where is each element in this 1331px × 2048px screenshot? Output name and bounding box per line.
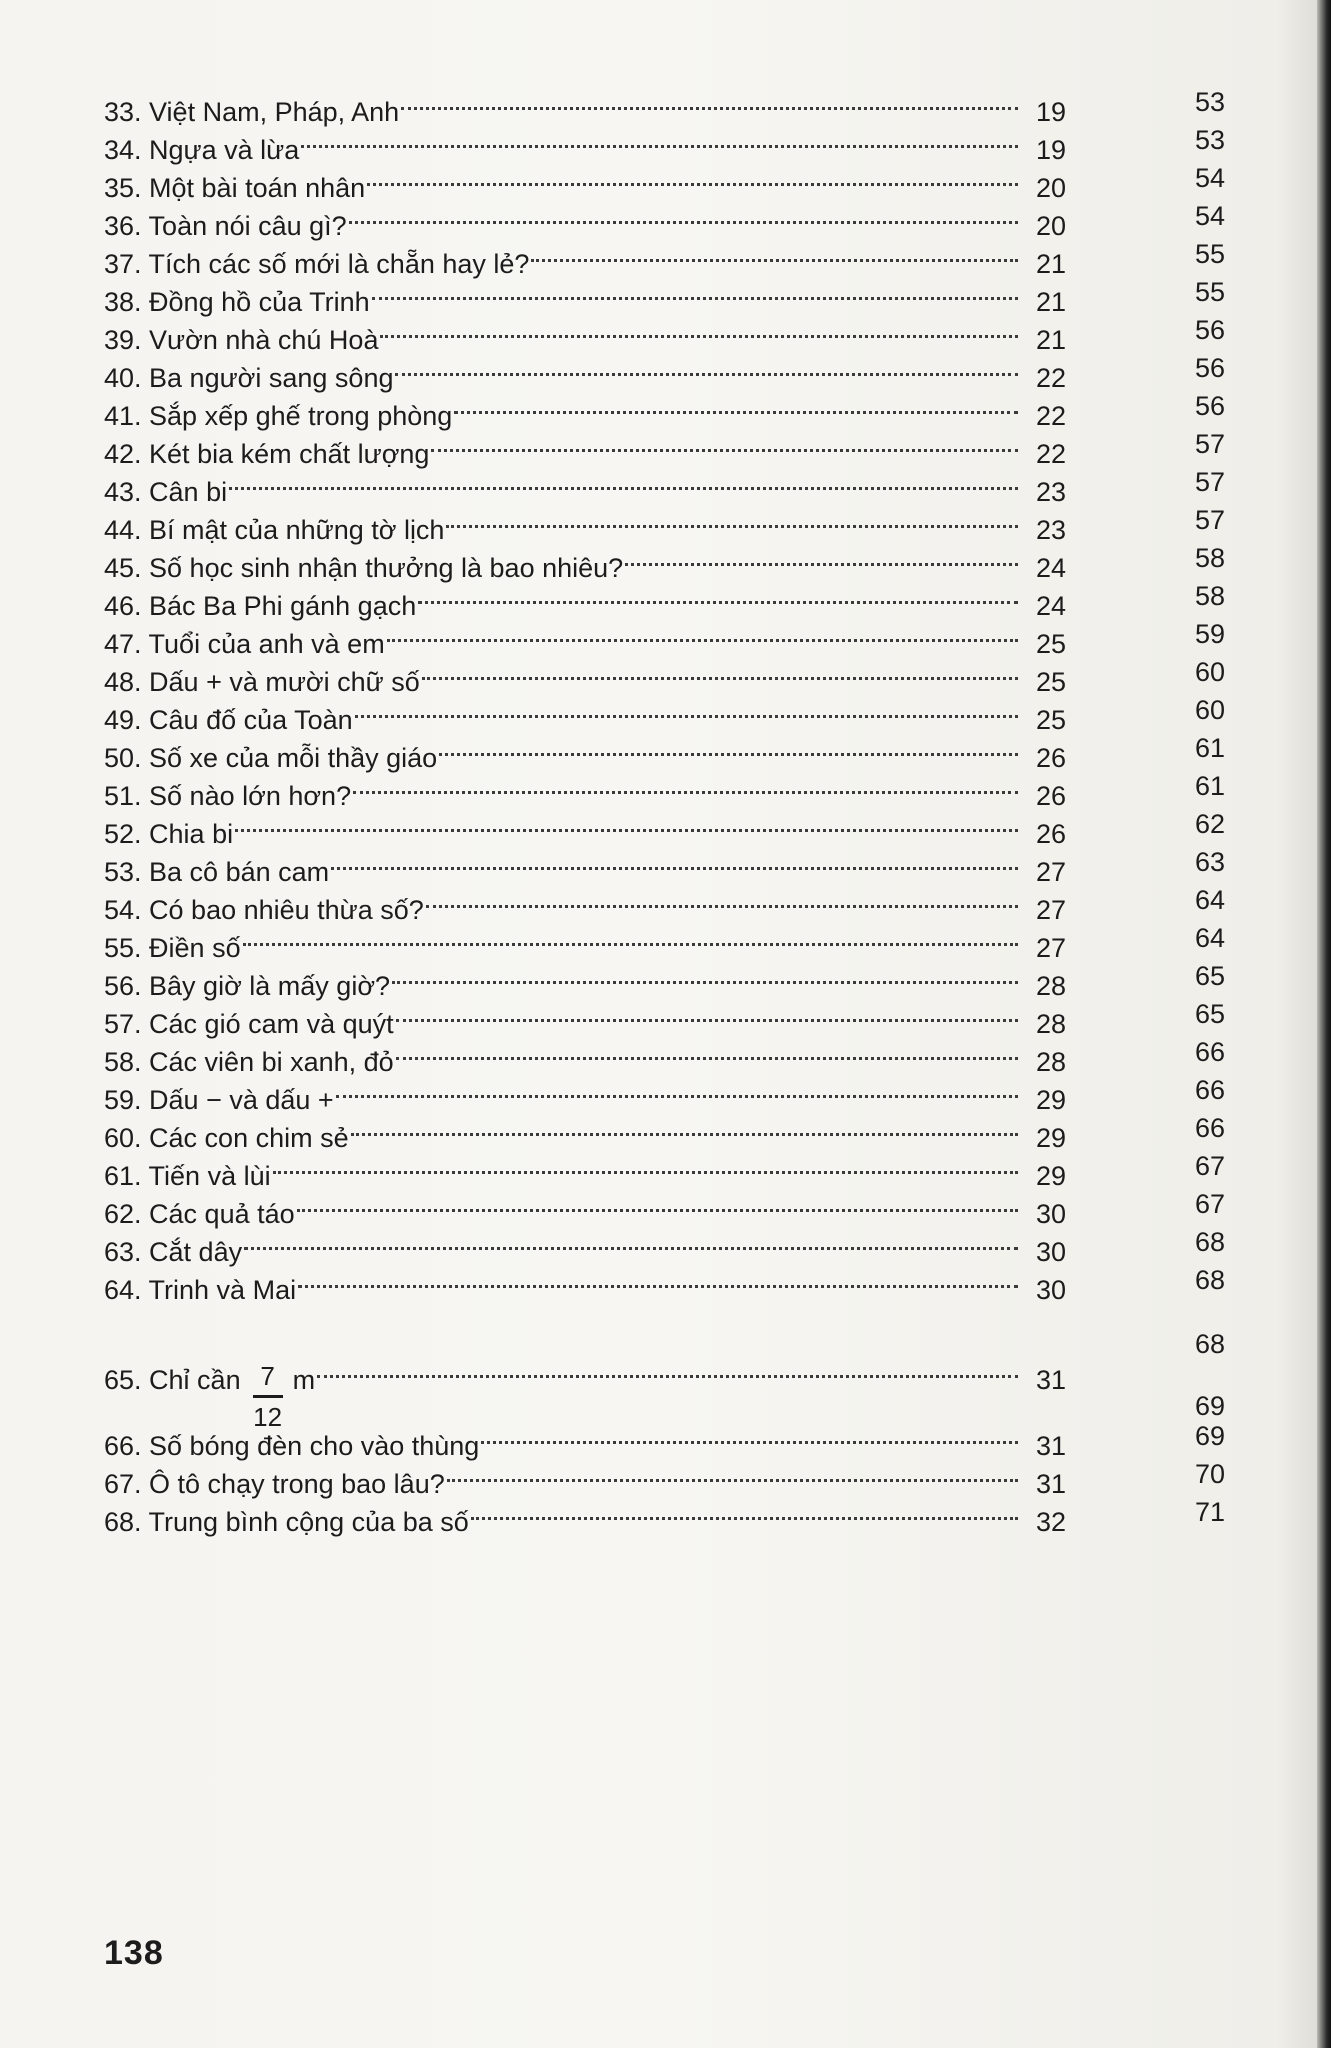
toc-solution-page: 68: [1194, 1329, 1226, 1359]
toc-entry-title: 41. Sắp xếp ghế trong phòng: [104, 401, 453, 431]
toc-entry-page: 28: [1035, 971, 1066, 1001]
toc-entry-title: 59. Dấu − và dấu +: [104, 1085, 334, 1115]
page-number: 138: [104, 1934, 164, 1972]
toc-entry-page: 30: [1035, 1199, 1066, 1229]
toc-entry-title: 56. Bây giờ là mấy giờ?: [104, 971, 391, 1001]
dot-leader: [243, 903, 1018, 946]
toc-entry-title: 40. Ba người sang sông: [104, 363, 394, 393]
dot-leader: [418, 561, 1018, 604]
dot-leader: [244, 1207, 1018, 1250]
toc-entry-page: 26: [1035, 743, 1066, 773]
toc-entry-page: 25: [1035, 629, 1066, 659]
toc-entry-page: 31: [1035, 1365, 1066, 1395]
toc-solution-page: 65: [1194, 999, 1226, 1029]
toc-entry-title: 42. Két bia kém chất lượng: [104, 439, 430, 469]
toc-solution-page: 54: [1194, 163, 1226, 193]
toc-entry-title: 46. Bác Ba Phi gánh gạch: [104, 591, 417, 621]
dot-leader: [392, 941, 1018, 984]
dot-leader: [426, 865, 1018, 908]
toc-entry-page: 21: [1035, 325, 1066, 355]
toc-entry: [104, 1488, 1066, 1542]
toc-solution-page: 61: [1194, 771, 1226, 801]
toc-entry-page: 32: [1035, 1507, 1066, 1537]
dot-leader: [273, 1131, 1018, 1174]
dot-leader: [401, 67, 1018, 110]
toc-solution-page: 60: [1194, 657, 1226, 687]
toc-entry-title: 67. Ô tô chạy trong bao lâu?: [104, 1469, 445, 1499]
toc-entry-title: 68. Trung bình cộng của ba số: [104, 1507, 469, 1537]
toc-solution-page: 56: [1194, 353, 1226, 383]
toc-entry-page: 22: [1035, 439, 1066, 469]
toc-solution-page: 53: [1194, 125, 1226, 155]
toc-entry: [104, 1256, 1066, 1310]
toc-entry-page: 20: [1035, 173, 1066, 203]
toc-solution-page: 54: [1194, 201, 1226, 231]
toc-entry-page: 26: [1035, 819, 1066, 849]
toc-solution-page: 69: [1194, 1391, 1226, 1421]
toc-entry-page: 22: [1035, 401, 1066, 431]
toc-entry-title: 61. Tiến và lùi: [104, 1161, 271, 1191]
toc-entry-title: 55. Điền số: [104, 933, 241, 963]
toc-solution-page: 66: [1194, 1037, 1226, 1067]
fraction-numerator: 7: [260, 1361, 275, 1391]
toc-entry-page: 24: [1035, 591, 1066, 621]
toc-solution-page: 60: [1194, 695, 1226, 725]
toc-entry-page: 28: [1035, 1047, 1066, 1077]
toc-solution-page: 55: [1194, 239, 1226, 269]
dot-leader: [372, 257, 1018, 300]
dot-leader: [336, 1055, 1018, 1098]
toc-solution-page: 59: [1194, 619, 1226, 649]
dot-leader: [229, 447, 1018, 490]
toc-entry-page: 27: [1035, 933, 1066, 963]
toc-solution-page: 53: [1194, 87, 1226, 117]
toc-entry-page: 27: [1035, 895, 1066, 925]
toc-entry-page: 23: [1035, 515, 1066, 545]
toc-solution-page: 57: [1194, 429, 1226, 459]
toc-solution-page: 61: [1194, 733, 1226, 763]
toc-entry-title: 60. Các con chim sẻ: [104, 1123, 349, 1153]
book-spine-shadow: [1317, 0, 1331, 2048]
toc-entry-title: 53. Ba cô bán cam: [104, 857, 330, 887]
toc-entry-title: 50. Số xe của mỗi thầy giáo: [104, 743, 438, 773]
toc-solution-page: 65: [1194, 961, 1226, 991]
dot-leader: [301, 105, 1018, 148]
toc-entry-title: 63. Cắt dây: [104, 1237, 243, 1267]
toc-solution-page: 67: [1194, 1151, 1226, 1181]
dot-leader: [454, 371, 1018, 414]
toc-solution-page: 68: [1194, 1227, 1226, 1257]
toc-entry-title: 52. Chia bi: [104, 819, 234, 849]
dot-leader: [625, 523, 1018, 566]
dot-leader: [351, 1093, 1018, 1136]
dot-leader: [367, 143, 1018, 186]
toc-solution-page: 62: [1194, 809, 1226, 839]
toc-entry-title: 43. Cân bi: [104, 477, 228, 507]
toc-solution-page: 64: [1194, 923, 1226, 953]
toc-entry-title: 36. Toàn nói câu gì?: [104, 211, 347, 241]
dot-leader: [298, 1245, 1018, 1288]
toc-solution-page: 58: [1194, 581, 1226, 611]
dot-leader: [353, 751, 1018, 794]
toc-entry-title: 54. Có bao nhiêu thừa số?: [104, 895, 424, 925]
dot-leader: [235, 789, 1018, 832]
toc-row: [104, 1256, 1304, 1305]
toc-entry-unit: m: [292, 1365, 316, 1395]
toc-entry-title: 57. Các gió cam và quýt: [104, 1009, 394, 1039]
toc-entry-page: 24: [1035, 553, 1066, 583]
dot-leader: [471, 1477, 1018, 1520]
toc-entry-title: 66. Số bóng đèn cho vào thùng: [104, 1431, 480, 1461]
dot-leader: [439, 713, 1018, 756]
dot-leader: [380, 295, 1018, 338]
dot-leader: [422, 637, 1018, 680]
toc-solution-page: 56: [1194, 391, 1226, 421]
dot-leader: [349, 181, 1018, 224]
toc-entry-page: 31: [1035, 1469, 1066, 1499]
toc-entry-page: 25: [1035, 667, 1066, 697]
toc-solution-page: 71: [1194, 1497, 1226, 1527]
toc-entry-title: 37. Tích các số mới là chẵn hay lẻ?: [104, 249, 530, 279]
toc-entry-title: 58. Các viên bi xanh, đỏ: [104, 1047, 394, 1077]
dot-leader: [431, 409, 1018, 452]
toc-solution-page: 57: [1194, 467, 1226, 497]
toc-solution-page: 70: [1194, 1459, 1226, 1489]
toc-entry-title: 47. Tuổi của anh và em: [104, 629, 385, 659]
toc-entry-title: 39. Vườn nhà chú Hoà: [104, 325, 379, 355]
toc-entry-page: 22: [1035, 363, 1066, 393]
toc-entry-page: 28: [1035, 1009, 1066, 1039]
toc-entry-title: 44. Bí mật của những tờ lịch: [104, 515, 445, 545]
dot-leader: [446, 485, 1018, 528]
toc-solution-page: 55: [1194, 277, 1226, 307]
toc-entry-page: 25: [1035, 705, 1066, 735]
toc-entry-page: 20: [1035, 211, 1066, 241]
toc-solution-page: 63: [1194, 847, 1226, 877]
toc-entry-title: 51. Số nào lớn hơn?: [104, 781, 352, 811]
dot-leader: [387, 599, 1018, 642]
toc-entry-page: 26: [1035, 781, 1066, 811]
toc-entry-title: 64. Trinh và Mai: [104, 1275, 297, 1305]
toc-entry-page: 30: [1035, 1237, 1066, 1267]
fraction-bar: [253, 1395, 283, 1398]
dot-leader: [447, 1439, 1018, 1482]
toc-entry-page: 21: [1035, 249, 1066, 279]
toc-entry-page: 23: [1035, 477, 1066, 507]
toc-entry-title: 45. Số học sinh nhận thưởng là bao nhiêu?: [104, 553, 624, 583]
toc-entry-page: 19: [1035, 135, 1066, 165]
toc-entry-page: 19: [1035, 97, 1066, 127]
toc-solution-page: 56: [1194, 315, 1226, 345]
toc-solution-page: 64: [1194, 885, 1226, 915]
dot-leader: [297, 1169, 1018, 1212]
dot-leader: [395, 333, 1018, 376]
dot-leader: [355, 675, 1018, 718]
toc-solution-page: 68: [1194, 1265, 1226, 1295]
toc-row: [104, 1488, 1304, 1537]
toc-solution-page: 69: [1194, 1421, 1226, 1451]
toc-entry-title: 65. Chỉ cần: [104, 1365, 241, 1395]
toc-entry-title: 38. Đồng hồ của Trinh: [104, 287, 370, 317]
toc-entry-page: 27: [1035, 857, 1066, 887]
toc-entry-page: 29: [1035, 1161, 1066, 1191]
toc-entry-title: 34. Ngựa và lừa: [104, 135, 300, 165]
toc-solution-page: 58: [1194, 543, 1226, 573]
toc-solution-page: 67: [1194, 1189, 1226, 1219]
toc-solution-page: 66: [1194, 1075, 1226, 1105]
toc-entry-page: 31: [1035, 1431, 1066, 1461]
toc-solution-page: 57: [1194, 505, 1226, 535]
toc-entry-page: 29: [1035, 1085, 1066, 1115]
toc-entry-page: 29: [1035, 1123, 1066, 1153]
dot-leader: [317, 1335, 1018, 1378]
toc-entry-page: 30: [1035, 1275, 1066, 1305]
toc-entry-title: 48. Dấu + và mười chữ số: [104, 667, 420, 697]
dot-leader: [396, 1017, 1018, 1060]
toc-entry-title: 49. Câu đố của Toàn: [104, 705, 353, 735]
toc-solution-page: 66: [1194, 1113, 1226, 1143]
toc-entry-title: 62. Các quả táo: [104, 1199, 295, 1229]
toc-entry-title: 33. Việt Nam, Pháp, Anh: [104, 97, 400, 127]
dot-leader: [396, 979, 1018, 1022]
dot-leader: [331, 827, 1018, 870]
dot-leader: [481, 1401, 1018, 1444]
toc-entry-title: 35. Một bài toán nhân: [104, 173, 366, 203]
dot-leader: [531, 219, 1018, 262]
fraction-denominator: 12: [253, 1402, 283, 1432]
toc-entry-page: 21: [1035, 287, 1066, 317]
